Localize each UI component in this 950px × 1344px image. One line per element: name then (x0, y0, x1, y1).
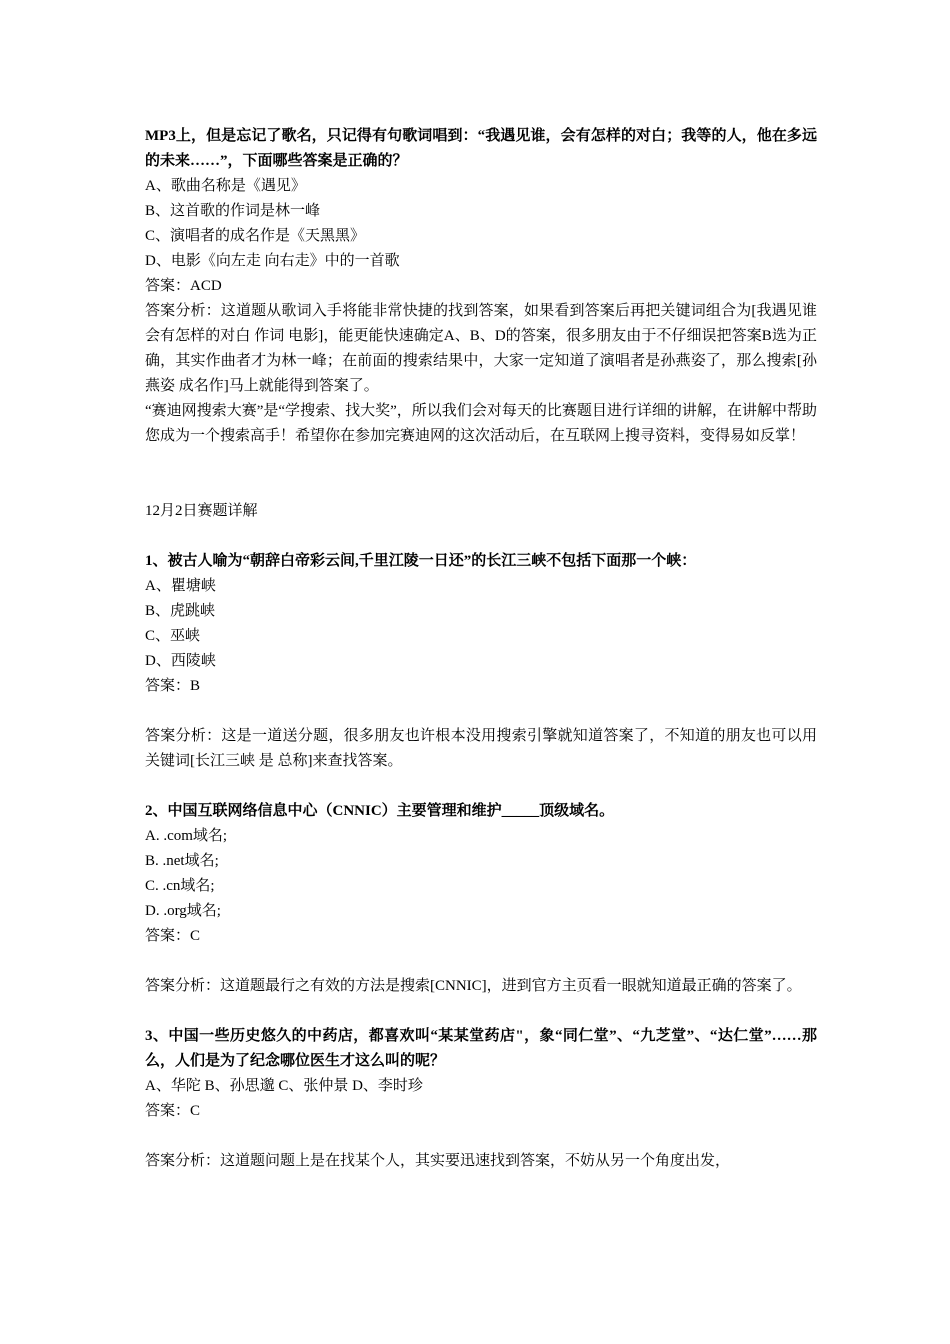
answer-analysis: 答案分析：这道题从歌词入手将能非常快捷的找到答案，如果看到答案后再把关键词组合为[我遇见谁 会有怎样的对白 作词 电影]，能更能快速确定A、B、D的答案，很多朋友由于不仔细误把答案B选为正确，其实作曲者才为林一峰；在前面的搜索结果中，大家一定知道了演唱者是孙燕姿了，那么搜索[孙燕姿 成名作]马上就能得到答案了。 (145, 303, 817, 394)
option-a: A、歌曲名称是《遇见》 (145, 178, 306, 194)
answer-analysis: 答案分析：这道题问题上是在找某个人，其实要迅速找到答案，不妨从另一个角度出发， (145, 1153, 731, 1169)
spacer (145, 999, 817, 1024)
spacer (145, 774, 817, 799)
answer: 答案：C (145, 928, 201, 944)
answer-analysis: 答案分析：这道题最行之有效的方法是搜索[CNNIC]，进到官方主页看一眼就知道最正确的答案了。 (145, 978, 802, 994)
spacer (145, 1124, 817, 1149)
options-line: A、华陀 B、孙思邈 C、张仲景 D、李时珍 (145, 1078, 423, 1094)
option-b: B. .net域名; (145, 853, 219, 869)
closing-paragraph: “赛迪网搜索大赛”是“学搜索、找大奖”，所以我们会对每天的比赛题目进行详细的讲解，在讲解中帮助您成为一个搜索高手！希望你在参加完赛迪网的这次活动后，在互联网上搜寻资料，变得易如反掌！ (145, 403, 817, 444)
answer: 答案：C (145, 1103, 201, 1119)
option-c: C. .cn域名; (145, 878, 215, 894)
answer-analysis: 答案分析：这是一道送分题，很多朋友也许根本没用搜索引擎就知道答案了，不知道的朋友也可以用关键词[长江三峡 是 总称]来查找答案。 (145, 728, 817, 769)
spacer (145, 449, 817, 499)
question-2-text: 2、中国互联网络信息中心（CNNIC）主要管理和维护_____顶级域名。 (145, 803, 615, 819)
option-d: D、西陵峡 (145, 653, 216, 669)
option-c: C、巫峡 (145, 628, 201, 644)
answer: 答案：B (145, 678, 201, 694)
option-b: B、虎跳峡 (145, 603, 216, 619)
document-body (145, 124, 817, 1174)
option-a: A、瞿塘峡 (145, 578, 216, 594)
option-c: C、演唱者的成名作是《天黑黑》 (145, 228, 366, 244)
option-b: B、这首歌的作词是林一峰 (145, 203, 321, 219)
spacer (145, 524, 817, 549)
question-3-text: 3、中国一些历史悠久的中药店，都喜欢叫“某某堂药店"，象“同仁堂”、“九芝堂”、“达仁堂”……那么，人们是为了纪念哪位医生才这么叫的呢？ (145, 1028, 817, 1069)
option-d: D、电影《向左走 向右走》中的一首歌 (145, 253, 400, 269)
option-a: A. .com域名; (145, 828, 228, 844)
spacer (145, 949, 817, 974)
section-title: 12月2日赛题详解 (145, 503, 258, 519)
question-prev-text: MP3上，但是忘记了歌名，只记得有句歌词唱到：“我遇见谁，会有怎样的对白；我等的人，他在多远的未来……”，下面哪些答案是正确的？ (145, 128, 817, 169)
spacer (145, 699, 817, 724)
question-1-text: 1、被古人喻为“朝辞白帝彩云间,千里江陵一日还”的长江三峡不包括下面那一个峡： (145, 553, 697, 569)
option-d: D. .org域名; (145, 903, 221, 919)
answer: 答案：ACD (145, 278, 222, 294)
